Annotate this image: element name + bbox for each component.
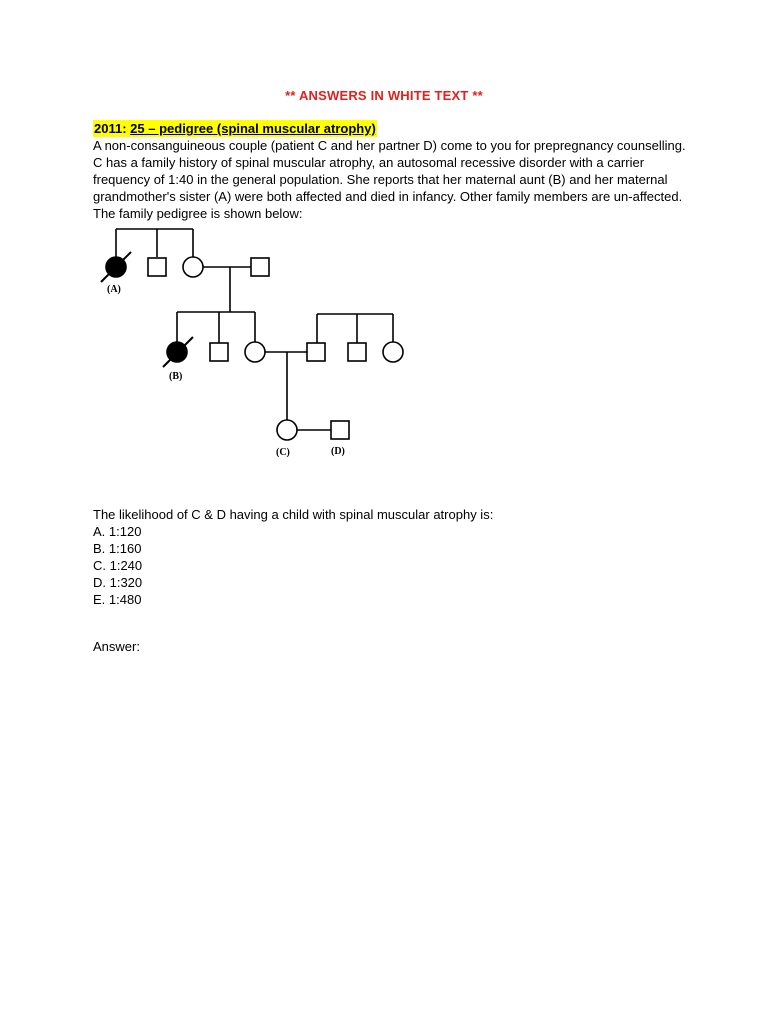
individual-d — [331, 421, 349, 439]
gen2-father — [307, 343, 325, 361]
answer-label: Answer: — [93, 639, 140, 654]
option-a: A. 1:120 — [93, 524, 142, 539]
gen1-brother — [148, 258, 166, 276]
gen1-grandfather — [251, 258, 269, 276]
answer-line — [93, 638, 140, 655]
gen2-paternal-aunt — [383, 342, 403, 362]
individual-b — [163, 337, 193, 367]
option-c: C. 1:240 — [93, 558, 143, 573]
label-c: (C) — [276, 447, 290, 458]
gen1-grandmother — [183, 257, 203, 277]
individual-c — [277, 420, 297, 440]
answer-options — [93, 523, 142, 608]
individual-a — [101, 252, 131, 282]
gen2-paternal-uncle — [348, 343, 366, 361]
question-year: 2011: — [94, 121, 127, 136]
gen2-brother — [210, 343, 228, 361]
option-d: D. 1:320 — [93, 575, 143, 590]
question-heading — [93, 120, 377, 137]
option-b: B. 1:160 — [93, 541, 142, 556]
question-intro: A non-consanguineous couple (patient C and her partner D) come to you for prepregnancy counselling. C has a family history of spinal muscular atrophy, an autosomal recessive disorder with a carrier frequency of 1:40 in the general population. She reports that her maternal aunt (B) and her maternal grandmother's sister (A) were both affected and died in infancy. Other family members are un-affected. The family pedigree is shown below: — [93, 138, 686, 221]
label-d: (D) — [331, 446, 345, 457]
pedigree-diagram — [93, 225, 413, 465]
label-a: (A) — [107, 284, 121, 295]
option-e: E. 1:480 — [93, 592, 142, 607]
label-b: (B) — [169, 371, 183, 382]
question-topic: 25 – pedigree (spinal muscular atrophy) — [130, 121, 376, 136]
gen2-mother — [245, 342, 265, 362]
answers-notice: ** ANSWERS IN WHITE TEXT ** — [285, 88, 483, 103]
question-stem: The likelihood of C & D having a child with spinal muscular atrophy is: — [93, 507, 494, 522]
